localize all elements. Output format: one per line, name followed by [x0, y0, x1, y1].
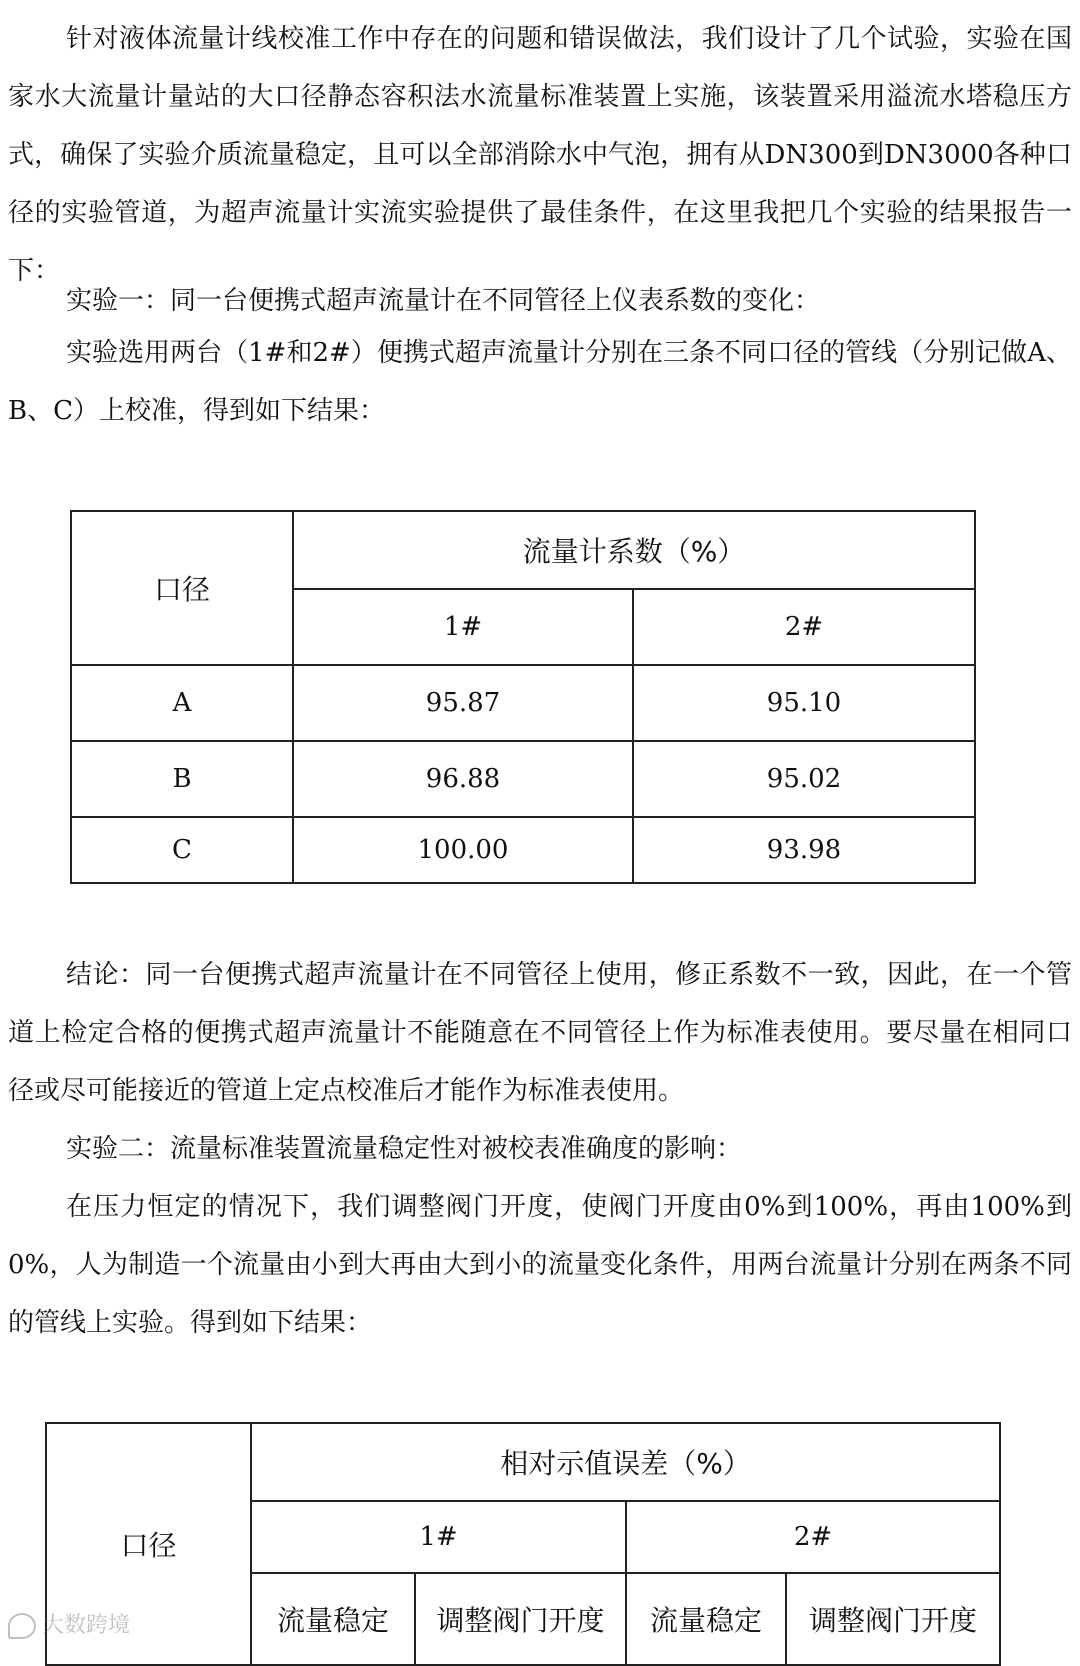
- table-row: [71, 817, 975, 883]
- table1-row-a-m2: 95.10: [633, 665, 975, 741]
- experiment2-description: 在压力恒定的情况下，我们调整阀门开度，使阀门开度由0%到100%，再由100%到0%，人为制造一个流量由小到大再由大到小的流量变化条件，用两台流量计分别在两条不同的管线上实验。得到如下结果：: [8, 1192, 1072, 1338]
- table1-row-b-m1: 96.88: [293, 741, 633, 817]
- table2-meter1-header: 1#: [251, 1501, 626, 1573]
- table-row: [71, 741, 975, 817]
- experiment1-description: 实验选用两台（1#和2#）便携式超声流量计分别在三条不同口径的管线（分别记做A、B、C）上校准，得到如下结果：: [8, 338, 1072, 426]
- table1-row-b-m2: 95.02: [633, 741, 975, 817]
- intro-paragraph: 针对液体流量计线校准工作中存在的问题和错误做法，我们设计了几个试验，实验在国家水大流量计量站的大口径静态容积法水流量标准装置上实施，该装置采用溢流水塔稳压方式，确保了实验介质流量稳定，且可以全部消除水中气泡，拥有从DN300到DN3000各种口径的实验管道，为超声流量计实流实验提供了最佳条件，在这里我把几个实验的结果报告一下：: [8, 24, 1072, 286]
- watermark: [8, 1608, 130, 1639]
- conclusion-paragraph: 结论：同一台便携式超声流量计在不同管径上使用，修正系数不一致，因此，在一个管道上检定合格的便携式超声流量计不能随意在不同管径上作为标准表使用。要尽量在相同口径或尽可能接近的管道上定点校准后才能作为标准表使用。: [8, 960, 1072, 1106]
- table1-group-header: 流量计系数（%）: [293, 511, 975, 589]
- coefficient-table: [70, 510, 976, 884]
- table1-row-c-m2: 93.98: [633, 817, 975, 883]
- table2-caliber-header: 口径: [46, 1423, 251, 1665]
- table2-meter1-valve-header: 调整阀门开度: [415, 1573, 626, 1665]
- table1-row-c-m1: 100.00: [293, 817, 633, 883]
- table1-row-a-caliber: A: [71, 665, 293, 741]
- table2-meter2-valve-header: 调整阀门开度: [786, 1573, 1000, 1665]
- table1-row-c-caliber: C: [71, 817, 293, 883]
- table1-caliber-header: 口径: [71, 511, 293, 665]
- table2-meter2-stable-header: 流量稳定: [626, 1573, 786, 1665]
- table2-meter1-stable-header: 流量稳定: [251, 1573, 415, 1665]
- table1-row-a-m1: 95.87: [293, 665, 633, 741]
- watermark-logo-icon: [8, 1613, 36, 1639]
- experiment2-title: 实验二：流量标准装置流量稳定性对被校表准确度的影响：: [66, 1134, 743, 1164]
- error-table: [45, 1422, 1001, 1666]
- experiment1-title: 实验一：同一台便携式超声流量计在不同管径上仪表系数的变化：: [66, 286, 821, 316]
- watermark-text: 大数跨境: [42, 1613, 131, 1638]
- table2-group-header: 相对示值误差（%）: [251, 1423, 1000, 1501]
- table2-meter2-header: 2#: [626, 1501, 1000, 1573]
- table1-meter2-header: 2#: [633, 589, 975, 665]
- table-row: [71, 665, 975, 741]
- table1-meter1-header: 1#: [293, 589, 633, 665]
- table1-row-b-caliber: B: [71, 741, 293, 817]
